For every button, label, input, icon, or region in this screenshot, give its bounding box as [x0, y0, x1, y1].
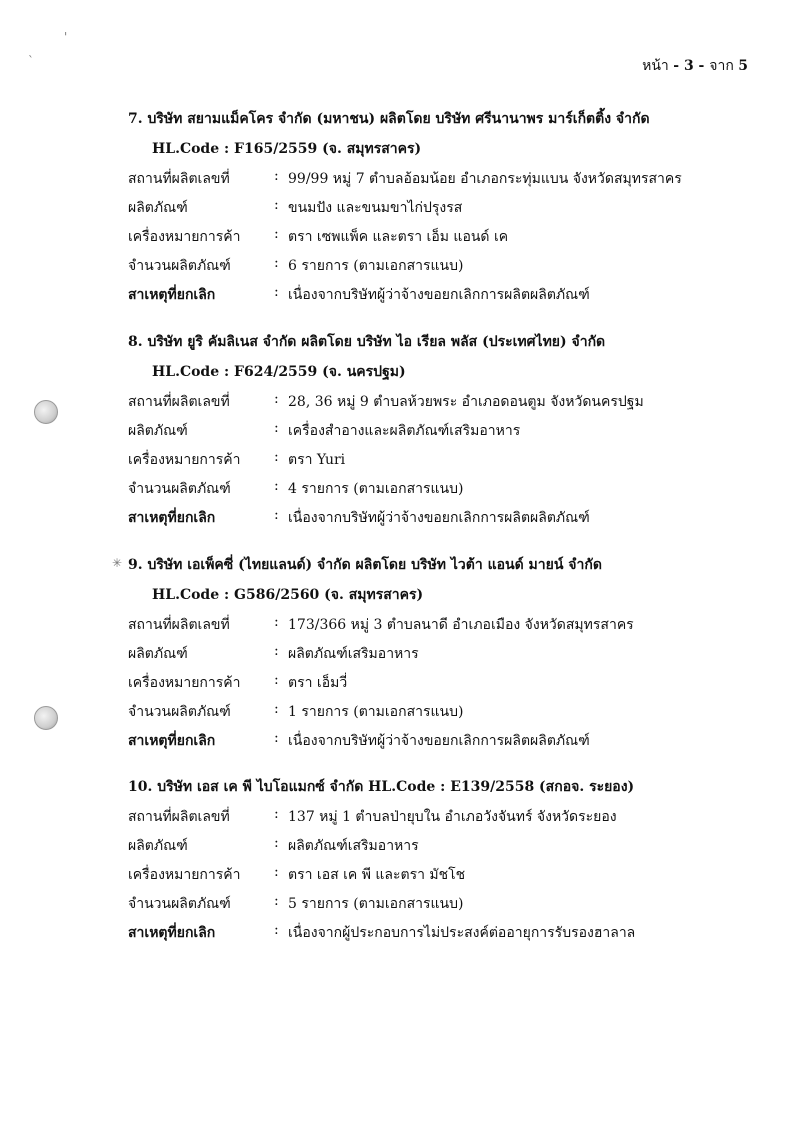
trademark-label: เครื่องหมายการค้า	[128, 867, 241, 883]
address-value: 137 หมู่ 1 ตำบลป่ายุบใน อำเภอวังจันทร์ จังหวัดระยอง	[288, 809, 617, 825]
address-label: สถานที่ผลิตเลขที่	[128, 809, 230, 825]
trademark-value: ตรา เอส เค พี และตรา มัชโช	[288, 867, 466, 883]
colon: :	[274, 284, 279, 300]
colon: :	[274, 893, 279, 909]
reason-label: สาเหตุที่ยกเลิก	[128, 510, 216, 526]
colon: :	[274, 226, 279, 242]
product-value: ผลิตภัณฑ์เสริมอาหาร	[288, 646, 419, 662]
reason-value: เนื่องจากผู้ประกอบการไม่ประสงค์ต่ออายุการรับรองฮาลาล	[288, 925, 636, 941]
reason-label: สาเหตุที่ยกเลิก	[128, 733, 216, 749]
entry-title: 8. บริษัท ยูริ คัมลิเนส จำกัด ผลิตโดย บริษัท ไอ เรียล พลัส (ประเทศไทย) จำกัด	[128, 334, 606, 350]
colon: :	[274, 255, 279, 271]
quantity-label: จำนวนผลิตภัณฑ์	[128, 258, 231, 274]
reason-label: สาเหตุที่ยกเลิก	[128, 287, 216, 303]
trademark-value: ตรา เอ็มวี่	[288, 675, 348, 691]
entry-title: 9. บริษัท เอเพ็คซี่ (ไทยแลนด์) จำกัด ผลิตโดย บริษัท ไวต้า แอนด์ มายน์ จำกัด	[128, 557, 602, 573]
quantity-label: จำนวนผลิตภัณฑ์	[128, 704, 231, 720]
scribble-mark-icon: ✳	[112, 556, 123, 570]
quantity-value: 4 รายการ (ตามเอกสารแนบ)	[288, 481, 464, 497]
hl-code: HL.Code : F624/2559 (จ. นครปฐม)	[152, 364, 406, 380]
trademark-label: เครื่องหมายการค้า	[128, 229, 241, 245]
colon: :	[274, 922, 279, 938]
product-value: ขนมปัง และขนมขาไก่ปรุงรส	[288, 200, 463, 216]
colon: :	[274, 864, 279, 880]
trademark-value: ตรา เซพแพ็ค และตรา เอ็ม แอนด์ เค	[288, 229, 509, 245]
trademark-label: เครื่องหมายการค้า	[128, 452, 241, 468]
address-label: สถานที่ผลิตเลขที่	[128, 394, 230, 410]
page-current: 3	[683, 58, 694, 74]
colon: :	[274, 168, 279, 184]
address-label: สถานที่ผลิตเลขที่	[128, 171, 230, 187]
address-value: 99/99 หมู่ 7 ตำบลอ้อมน้อย อำเภอกระทุ่มแบน จังหวัดสมุทรสาคร	[288, 171, 682, 187]
colon: :	[274, 478, 279, 494]
entry-title: 10. บริษัท เอส เค พี ไบโอแมกซ์ จำกัด HL.Code : E139/2558 (สกอจ. ระยอง)	[128, 779, 635, 795]
colon: :	[274, 672, 279, 688]
product-value: ผลิตภัณฑ์เสริมอาหาร	[288, 838, 419, 854]
colon: :	[274, 449, 279, 465]
colon: :	[274, 614, 279, 630]
trademark-value: ตรา Yuri	[288, 452, 346, 468]
quantity-value: 6 รายการ (ตามเอกสารแนบ)	[288, 258, 464, 274]
punch-hole	[34, 400, 58, 424]
product-label: ผลิตภัณฑ์	[128, 200, 188, 216]
colon: :	[274, 730, 279, 746]
colon: :	[274, 701, 279, 717]
product-value: เครื่องสำอางและผลิตภัณฑ์เสริมอาหาร	[288, 423, 521, 439]
page-total: 5	[738, 58, 748, 74]
colon: :	[274, 835, 279, 851]
reason-value: เนื่องจากบริษัทผู้ว่าจ้างขอยกเลิกการผลิตผลิตภัณฑ์	[288, 733, 590, 749]
page-prefix: หน้า	[642, 58, 669, 74]
reason-value: เนื่องจากบริษัทผู้ว่าจ้างขอยกเลิกการผลิตผลิตภัณฑ์	[288, 287, 590, 303]
product-label: ผลิตภัณฑ์	[128, 423, 188, 439]
product-label: ผลิตภัณฑ์	[128, 646, 188, 662]
colon: :	[274, 420, 279, 436]
address-value: 173/366 หมู่ 3 ตำบลนาดี อำเภอเมือง จังหวัดสมุทรสาคร	[288, 617, 634, 633]
quantity-label: จำนวนผลิตภัณฑ์	[128, 481, 231, 497]
colon: :	[274, 643, 279, 659]
colon: :	[274, 806, 279, 822]
colon: :	[274, 197, 279, 213]
address-value: 28, 36 หมู่ 9 ตำบลห้วยพระ อำเภอดอนตูม จังหวัดนครปฐม	[288, 394, 644, 410]
address-label: สถานที่ผลิตเลขที่	[128, 617, 230, 633]
quantity-label: จำนวนผลิตภัณฑ์	[128, 896, 231, 912]
trademark-label: เครื่องหมายการค้า	[128, 675, 241, 691]
quantity-value: 5 รายการ (ตามเอกสารแนบ)	[288, 896, 464, 912]
scan-speck: `	[28, 54, 34, 68]
entry-title: 7. บริษัท สยามแม็คโคร จำกัด (มหาชน) ผลิตโดย บริษัท ศรีนานาพร มาร์เก็ตติ้ง จำกัด	[128, 111, 650, 127]
quantity-value: 1 รายการ (ตามเอกสารแนบ)	[288, 704, 464, 720]
punch-hole	[34, 706, 58, 730]
scan-speck: '	[64, 30, 68, 44]
reason-label: สาเหตุที่ยกเลิก	[128, 925, 216, 941]
colon: :	[274, 507, 279, 523]
reason-value: เนื่องจากบริษัทผู้ว่าจ้างขอยกเลิกการผลิตผลิตภัณฑ์	[288, 510, 590, 526]
page-number: หน้า - 3 - จาก 5	[642, 58, 748, 74]
product-label: ผลิตภัณฑ์	[128, 838, 188, 854]
hl-code: HL.Code : G586/2560 (จ. สมุทรสาคร)	[152, 587, 424, 603]
page-sep: จาก	[709, 58, 734, 74]
colon: :	[274, 391, 279, 407]
hl-code: HL.Code : F165/2559 (จ. สมุทรสาคร)	[152, 141, 422, 157]
